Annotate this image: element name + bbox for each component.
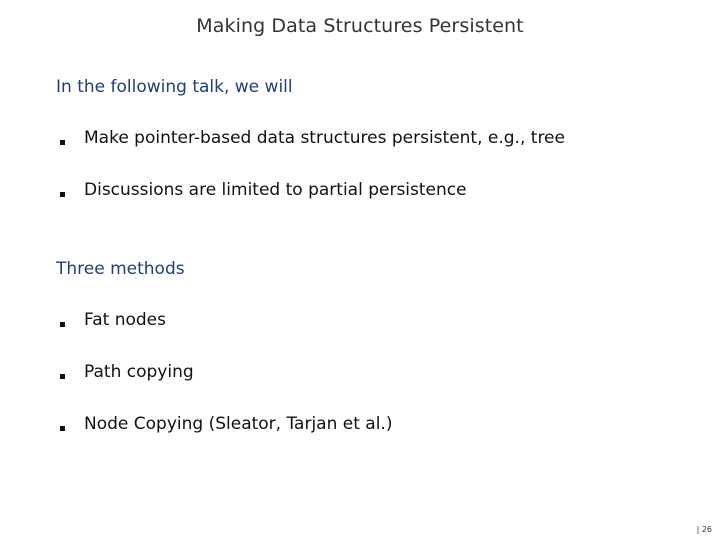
square-bullet-icon (60, 426, 65, 431)
square-bullet-icon (60, 192, 65, 197)
bullet-text: Path copying (84, 362, 194, 382)
bullet-text: Discussions are limited to partial persistence (84, 180, 467, 200)
square-bullet-icon (60, 140, 65, 145)
bullet-text: Fat nodes (84, 310, 166, 330)
bullet-text: Make pointer-based data structures persistent, e.g., tree (84, 128, 565, 148)
bullet-text: Node Copying (Sleator, Tarjan et al.) (84, 414, 393, 434)
section-heading-intro: In the following talk, we will (56, 77, 293, 97)
page-number: | 26 (696, 525, 712, 534)
slide-title: Making Data Structures Persistent (196, 15, 524, 37)
section-heading-methods: Three methods (56, 259, 185, 279)
square-bullet-icon (60, 322, 65, 327)
square-bullet-icon (60, 374, 65, 379)
